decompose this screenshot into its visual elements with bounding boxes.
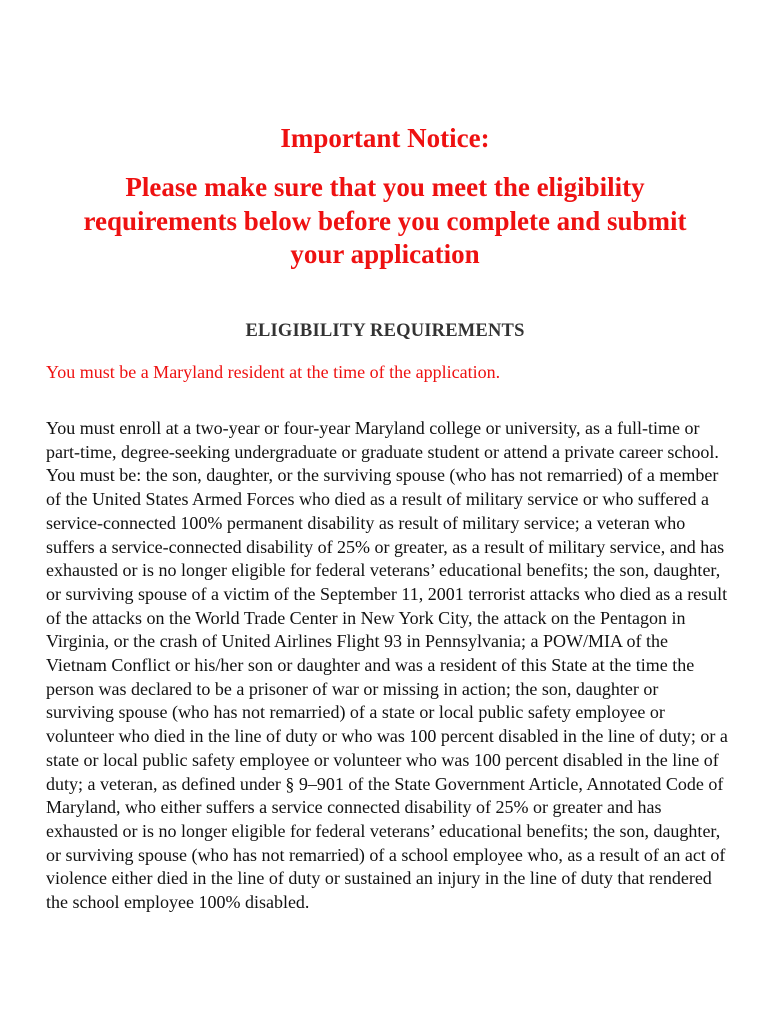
notice-title: Important Notice: [280,123,490,153]
eligibility-heading: ELIGIBILITY REQUIREMENTS [245,321,525,341]
residency-requirement: You must be a Maryland resident at the time of the application. [46,362,501,382]
eligibility-requirements-text: You must enroll at a two-year or four-year Maryland college or university, as a full-time or part-time, degree-seeking undergraduate or graduate student or attend a private career school. You must be: the son, daughter, or the surviving spouse (who has not remarried) of a member of the United States Armed Forces who died as a result of military service or who suffered a service-connected 100% permanent disability as result of military service; a veteran who suffers a service-connected disability of 25% or greater, as a result of military service, and has exhausted or is no longer eligible for federal veterans’ educational benefits; the son, daughter, or surviving spouse of a victim of the September 11, 2001 terrorist attacks who died as a result of the attacks on the World Trade Center in New York City, the attack on the Pentagon in Virginia, or the crash of United Airlines Flight 93 in Pennsylvania; a POW/MIA of the Vietnam Conflict or his/her son or daughter and was a resident of this State at the time the person was declared to be a prisoner of war or missing in action; the son, daughter or surviving spouse (who has not remarried) of a state or local public safety employee or volunteer who died in the line of duty or who was 100 percent disabled in the line of duty; or a state or local public safety employee or volunteer who was 100 percent disabled in the line of duty; a veteran, as defined under § 9–901 of the State Government Article, Annotated Code of Maryland, who either suffers a service connected disability of 25% or greater and has exhausted or is no longer eligible for federal veterans’ educational benefits; the son, daughter, or surviving spouse (who has not remarried) of a school employee who, as a result of an act of violence either died in the line of duty or sustained an injury in the line of duty that rendered the school employee 100% disabled. [46,418,728,913]
notice-message: Please make sure that you meet the eligibility requirements below before you complete and submit your application [83,172,687,269]
